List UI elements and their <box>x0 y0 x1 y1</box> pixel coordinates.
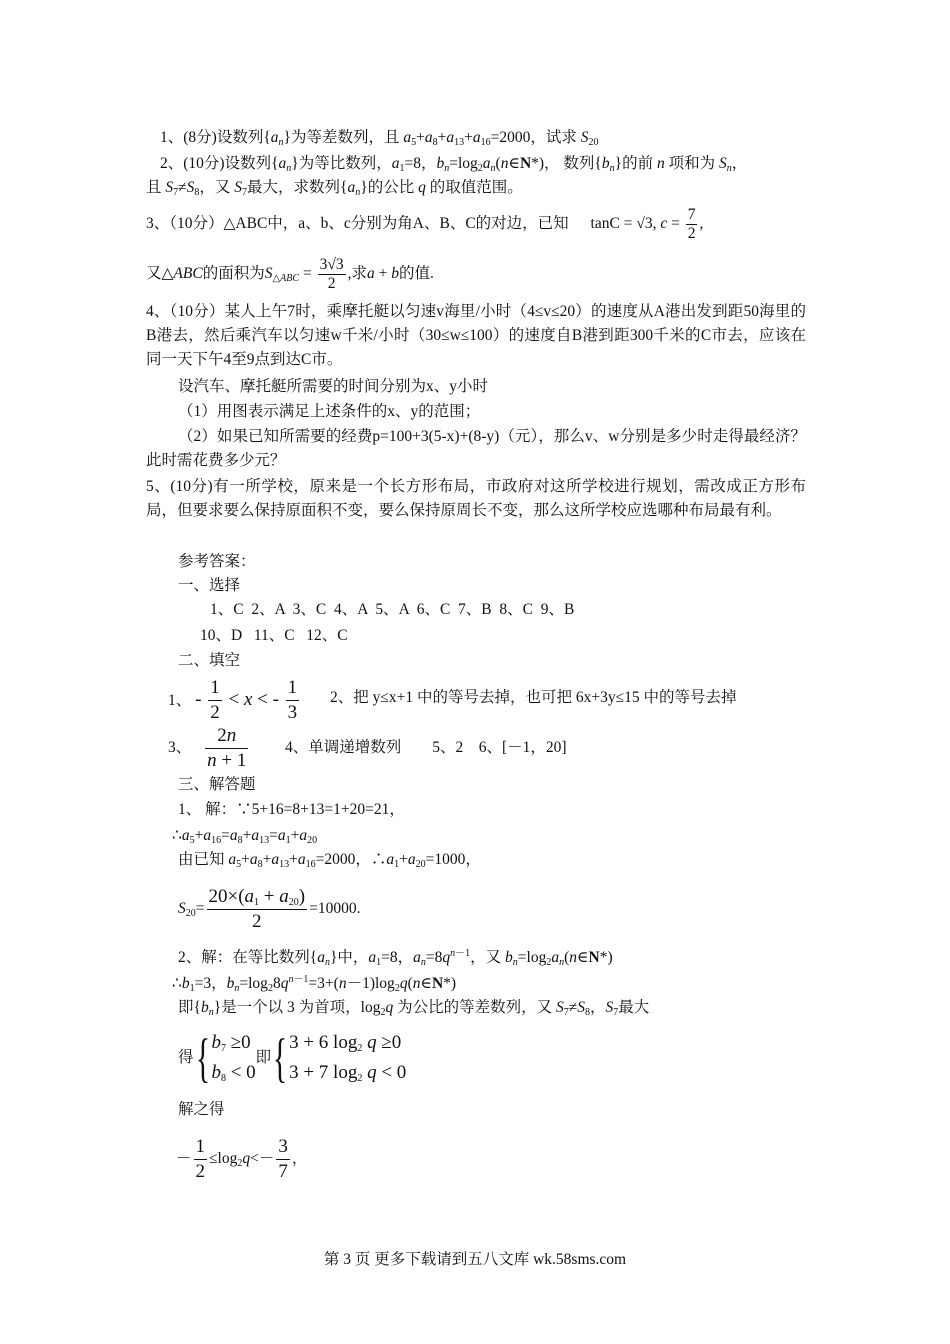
fill-answer-3: 3、 $\frac{2n}{n + 1}$ <box>168 725 247 771</box>
solution-1-line-2: $\therefore a_5+a_{16}=a_8+a_{13}=a_1+a_{20}$ <box>172 827 318 846</box>
question-4: 4、（10分）某人上午7时，乘摩托艇以匀速v海里/小时（4≤v≤20）的速度从A港出发到距50海里的B港去，然后乘汽车以匀速w千米/小时（30≤w≤100）的速度自B港到距300千米的C市去，应该在同一天下午4至9点到达C市。 <box>146 303 806 368</box>
solution-2-system: 得{$b_7 \ge 0$ $b_8 < 0$即{3 + 6 $\log_2 q \ge 0$ 3 + 7 $\log_2 q < 0$ <box>178 1028 407 1089</box>
s20-result: =10000. <box>309 900 361 917</box>
question-4-part-2: （2）如果已知所需要的经费p=100+3(5-x)+(8-y)（元），那么v、w分别是多少时走得最经济？此时需花费多少元？ <box>146 428 806 469</box>
fill-answer-4-6: 4、单调递增数列 5、2 6、[－1，20] <box>285 739 567 756</box>
solution-1-line-1: 1、 解：∵5+16=8+13=1+20=21， <box>178 801 405 818</box>
question-3-line-1: 3、（10分）△ABC中，a、b、c分别为角A、B、C的对边，已知 tanC = √3, c = $\frac{7}{2}$ , <box>146 206 704 242</box>
fill-3-label: 3、 <box>168 739 192 757</box>
solution-2-solve: 解之得 <box>178 1101 225 1118</box>
fraction-7-2: $\frac{7}{2}$ <box>687 206 696 242</box>
solution-2-line-2: $\therefore b_1=3$，$b_n=\log_28q^{n-1}=3+(n-1)\log_2q(n\in N*)$ <box>172 974 457 994</box>
answers-title: 参考答案： <box>178 553 256 570</box>
question-3-line-2: 又△ABC的面积为$S_{\triangle ABC}$ = $\frac{3√3}{2}$ ,求a + b的值. <box>146 256 434 292</box>
question-3-prefix: 3、（10分）△ABC中，a、b、c分别为角A、B、C的对边，已知 <box>146 215 569 233</box>
solution-1-line-4: $S_{20}=$ $\frac{20\times(a_1 + a_{20})}{2}$ =10000. <box>178 885 361 932</box>
question-4-part-1: （1）用图表示满足上述条件的x、y的范围； <box>178 403 481 420</box>
question-1: 1、(8分)设数列$\{a_n\}$为等差数列，且 $a_5+a_8+a_{13}+a_{16}=2000$，试求 $S_{20}$ <box>160 129 599 148</box>
question-2-line-2: 且 $S_7\ne S_8$，又 $S_7$最大，求数列$\{a_n\}$的公比 q 的取值范围。 <box>146 179 523 198</box>
question-2-line-1: 2、(10分)设数列$\{a_n\}$为等比数列，$a_1=8$，$b_n=\log_2a_n(n\in N*)$， 数列$\{b_n\}$的前 n 项和为 $S_n$， <box>160 155 748 174</box>
question-4-setup: 设汽车、摩托艇所需要的时间分别为x、y小时 <box>178 378 489 395</box>
choice-answers-row-1: 1、C 2、A 3、C 4、A 5、A 6、C 7、B 8、C 9、B <box>210 601 575 618</box>
question-5: 5、(10分)有一所学校，原来是一个长方形布局，市政府对这所学校进行规划，需改成正方形布局，但要求要么保持原面积不变，要么保持原周长不变，那么这所学校应选哪种布局最有利。 <box>146 478 806 519</box>
fill-1-label: 1、 <box>168 691 192 709</box>
section-solutions: 三、解答题 <box>178 776 256 793</box>
solution-2-result: － $\frac{1}{2}$ $\le\log_2q<-$ $\frac{3}{7}$ ， <box>176 1135 308 1182</box>
de-label: 得 <box>178 1049 194 1066</box>
fill-answer-1: 1、 - $\frac{1}{2}$ < x < - $\frac{1}{3}$ <box>168 677 298 723</box>
section-choice: 一、选择 <box>178 577 241 594</box>
page-footer: 第 3 页 更多下载请到五八文库 wk.58sms.com <box>323 1251 627 1268</box>
fill-answer-2: 2、把 y≤x+1 中的等号去掉，也可把 6x+3y≤15 中的等号去掉 <box>330 689 737 706</box>
solution-1-line-3: 由已知 $a_5+a_8+a_{13}+a_{16}=2000$，$\therefore a_1+a_{20}=1000$， <box>178 851 481 870</box>
solution-2-line-1: 2、解：在等比数列$\{a_n\}$中，$a_1=8$，$a_n=8q^{n-1}$，又 $b_n=\log_2a_n(n\in N*)$ <box>178 948 613 968</box>
solution-2-line-3: 即$\{b_n\}$是一个以 3 为首项，$\log_2q$ 为公比的等差数列，又 $S_7\ne S_8$，$S_7$最大 <box>178 999 650 1018</box>
ji-label: 即 <box>255 1049 272 1066</box>
section-fill: 二、填空 <box>178 652 241 669</box>
fraction-area: $\frac{3√3}{2}$ <box>319 256 344 292</box>
choice-answers-row-2: 10、D 11、C 12、C <box>200 627 348 644</box>
